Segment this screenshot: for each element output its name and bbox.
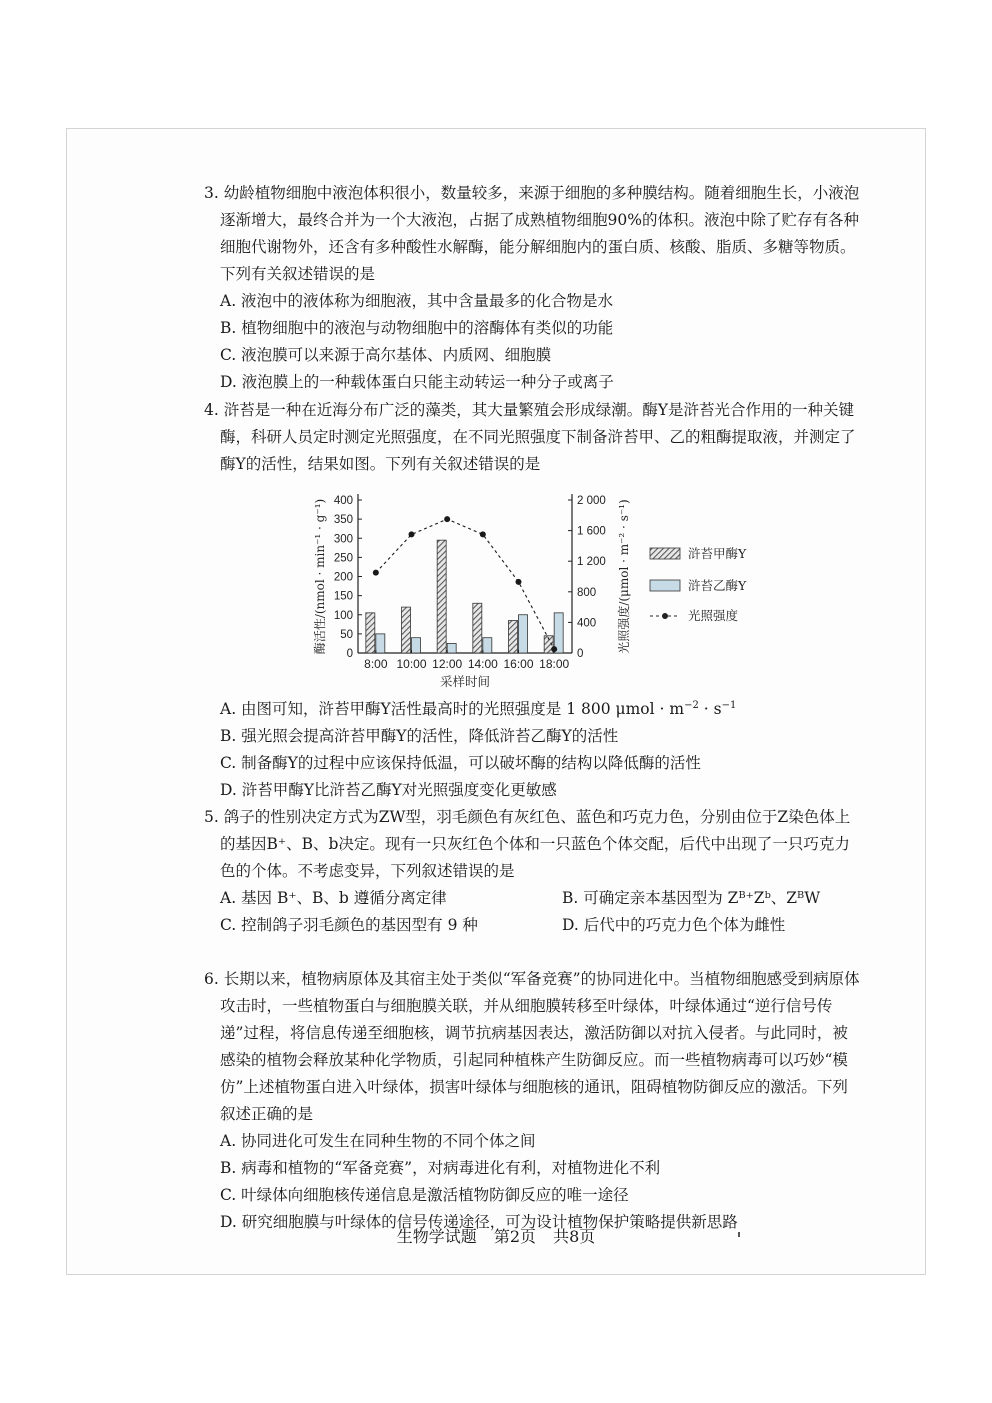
question-6-stem: 6. 长期以来，植物病原体及其宿主处于类似“军备竞赛”的协同进化中。当植物细胞感受到病原体攻击时，一些植物蛋白与细胞膜关联，并从细胞膜转移至叶绿体，叶绿体通过“逆行信号传递”过程，将信息传递至细胞核，调节抗病基因表达，激活防御以对抗入侵者。与此同时，被感染的植物会释放某种化学物质，引起同种植株产生防御反应。而一些植物病毒可以巧妙“模仿”上述植物蛋白进入叶绿体，损害叶绿体与细胞核的通讯，阻碍植物防御反应的激活。下列叙述正确的是 (204, 970, 860, 1123)
y-tick-label-right: 2 000 (577, 495, 606, 507)
unit-exponent-m: −2 (684, 699, 699, 711)
light-intensity-point (516, 579, 522, 585)
question-5-options-row-1 (200, 885, 860, 912)
question-6-option-a: A. 协同进化可发生在同种生物的不同个体之间 (220, 1132, 536, 1150)
bar-species-a (366, 613, 375, 653)
y-tick-label-right: 1 200 (577, 556, 606, 569)
y-tick-label-left: 200 (333, 571, 353, 584)
footer-page-number: 第2页 (493, 1227, 536, 1246)
y-tick-label-right: 0 (577, 648, 584, 660)
question-6 (200, 966, 860, 1236)
question-6-option-b: B. 病毒和植物的“军备竞赛”，对病毒进化有利，对植物进化不利 (220, 1159, 661, 1177)
bar-species-b (412, 638, 421, 653)
x-tick-label: 16:00 (503, 657, 534, 671)
legend-swatch-species-a (650, 548, 680, 559)
y-tick-label-left: 100 (333, 609, 353, 622)
light-intensity-point (409, 531, 415, 537)
question-5-option-b: B. 可确定亲本基因型为 Zᴮ⁺Zᵇ、ZᴮW (562, 889, 821, 907)
question-4 (200, 397, 860, 478)
y-tick-label-left: 300 (333, 533, 353, 546)
bar-species-a (473, 603, 482, 653)
y-tick-label-left: 400 (333, 495, 353, 507)
bar-species-b (447, 643, 456, 653)
question-4-option-c: C. 制备酶Y的过程中应该保持低温，可以破坏酶的结构以降低酶的活性 (220, 754, 701, 772)
enzyme-activity-chart (310, 488, 780, 688)
y-tick-label-left: 50 (340, 628, 353, 641)
x-tick-label: 14:00 (467, 657, 498, 671)
question-4-option-d: D. 浒苔甲酶Y比浒苔乙酶Y对光照强度变化更敏感 (220, 781, 557, 799)
bar-species-a (402, 607, 411, 653)
question-3-option-d: D. 液泡膜上的一种载体蛋白只能主动转运一种分子或离子 (220, 373, 614, 391)
x-tick-label: 10:00 (396, 657, 427, 671)
stray-mark (738, 1232, 740, 1237)
x-tick-label: 18:00 (539, 657, 570, 671)
footer-subject: 生物学试题 (396, 1227, 477, 1246)
question-3-option-a: A. 液泡中的液体称为细胞液，其中含量最多的化合物是水 (220, 292, 614, 310)
light-intensity-point (480, 531, 486, 537)
y-tick-label-left: 350 (333, 514, 353, 527)
page-footer (0, 1224, 992, 1247)
question-4-option-a-text: A. 由图可知，浒苔甲酶Y活性最高时的光照强度是 1 800 μmol · m (220, 700, 685, 718)
y-tick-label-right: 800 (577, 586, 597, 599)
question-3-option-b: B. 植物细胞中的液泡与动物细胞中的溶酶体有类似的功能 (220, 319, 614, 337)
question-6-option-d: D. 研究细胞膜与叶绿体的信号传递途径，可为设计植物保护策略提供新思路 (220, 1213, 738, 1231)
bar-species-b (519, 615, 528, 653)
legend-swatch-species-b (650, 580, 680, 591)
question-5-stem: 5. 鸽子的性别决定方式为ZW型，羽毛颜色有灰红色、蓝色和巧克力色，分别由位于Z染色体上的基因B⁺、B、b决定。现有一只灰红色个体和一只蓝色个体交配，后代中出现了一只巧克力色的个体。不考虑变异，下列叙述错误的是 (204, 808, 851, 880)
bar-species-a (509, 620, 518, 653)
bar-species-a (437, 540, 446, 653)
y-tick-label-left: 150 (333, 590, 353, 603)
question-4-option-a (200, 696, 860, 723)
light-intensity-point (373, 570, 379, 576)
footer-total-pages: 共8页 (553, 1227, 596, 1246)
question-5-option-c: C. 控制鸽子羽毛颜色的基因型有 9 种 (220, 916, 478, 934)
bar-species-b (483, 638, 492, 653)
light-intensity-point (444, 516, 450, 522)
question-3-option-c: C. 液泡膜可以来源于高尔基体、内质网、细胞膜 (220, 346, 552, 364)
y-tick-label-right: 400 (577, 617, 597, 630)
question-4-option-a-unit: · s (698, 700, 722, 718)
question-4-stem: 4. 浒苔是一种在近海分布广泛的藻类，其大量繁殖会形成绿潮。酶Y是浒苔光合作用的一种关键酶，科研人员定时测定光照强度，在不同光照强度下制备浒苔甲、乙的粗酶提取液，并测定了酶Y的活性，结果如图。下列有关叙述错误的是 (204, 401, 856, 473)
y-tick-label-right: 1 600 (577, 525, 606, 538)
legend-label-species-b: 浒苔乙酶Y (688, 578, 747, 593)
question-3 (200, 180, 860, 396)
unit-exponent-s: −1 (721, 699, 737, 711)
question-5-option-d: D. 后代中的巧克力色个体为雌性 (562, 916, 786, 934)
y-axis-label-left: 酶活性/(nmol · min⁻¹ · g⁻¹) (313, 498, 327, 655)
question-4-options (200, 696, 860, 804)
question-5-options-row-2 (200, 912, 860, 939)
legend-swatch-light-point (662, 613, 668, 619)
question-4-option-b: B. 强光照会提高浒苔甲酶Y的活性，降低浒苔乙酶Y的活性 (220, 727, 619, 745)
x-tick-label: 8:00 (364, 657, 388, 671)
question-6-option-c: C. 叶绿体向细胞核传递信息是激活植物防御反应的唯一途径 (220, 1186, 629, 1204)
x-axis-label: 采样时间 (439, 674, 491, 688)
question-5-option-a: A. 基因 B⁺、B、b 遵循分离定律 (220, 889, 447, 907)
x-tick-label: 12:00 (432, 657, 463, 671)
y-axis-label-right: 光照强度/(μmol · m⁻² · s⁻¹) (617, 499, 631, 654)
light-intensity-point (551, 646, 557, 652)
y-tick-label-left: 0 (346, 648, 353, 660)
y-tick-label-left: 250 (333, 552, 353, 565)
legend-label-light: 光照强度 (688, 608, 739, 623)
bar-species-b (376, 634, 385, 653)
legend-label-species-a: 浒苔甲酶Y (688, 546, 747, 561)
question-3-stem: 3. 幼龄植物细胞中液泡体积很小，数量较多，来源于细胞的多种膜结构。随着细胞生长，小液泡逐渐增大，最终合并为一个大液泡，占据了成熟植物细胞90%的体积。液泡中除了贮存有各种细胞代谢物外，还含有多种酸性水解酶，能分解细胞内的蛋白质、核酸、脂质、多糖等物质。下列有关叙述错误的是 (204, 184, 860, 283)
question-5 (200, 804, 860, 939)
